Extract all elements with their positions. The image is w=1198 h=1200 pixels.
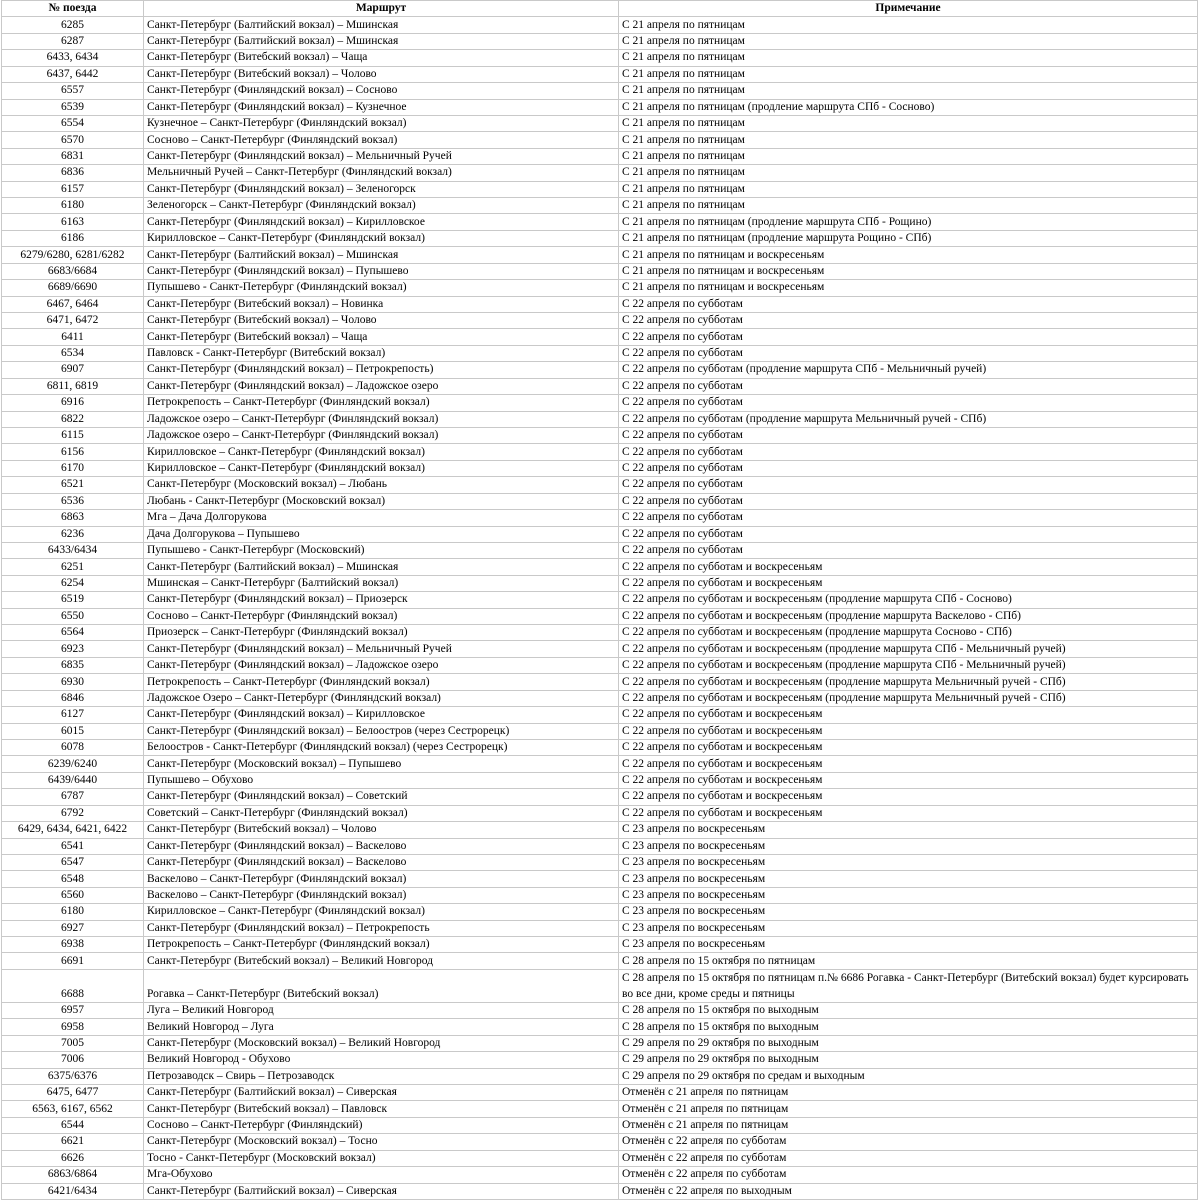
train-number-cell: 6550: [2, 608, 144, 624]
table-row: [2, 772, 1198, 788]
route-cell: Мга-Обухово: [144, 1167, 619, 1183]
route-cell: Мельничный Ручей – Санкт-Петербург (Финляндский вокзал): [144, 165, 619, 181]
table-row: [2, 165, 1198, 181]
table-row: [2, 83, 1198, 99]
train-number-cell: 6539: [2, 99, 144, 115]
table-row: [2, 953, 1198, 969]
note-cell: С 21 апреля по пятницам и воскресеньям: [619, 247, 1198, 263]
route-cell: Санкт-Петербург (Балтийский вокзал) – Мшинская: [144, 247, 619, 263]
train-number-cell: 6923: [2, 641, 144, 657]
train-number-cell: 6536: [2, 493, 144, 509]
train-number-cell: 6287: [2, 33, 144, 49]
table-row: [2, 510, 1198, 526]
train-number-cell: 6437, 6442: [2, 66, 144, 82]
train-number-cell: 6471, 6472: [2, 313, 144, 329]
train-number-cell: 6691: [2, 953, 144, 969]
note-cell: С 22 апреля по субботам: [619, 345, 1198, 361]
table-row: [2, 345, 1198, 361]
table-row: [2, 657, 1198, 673]
note-cell: С 22 апреля по субботам: [619, 313, 1198, 329]
train-number-cell: 6180: [2, 198, 144, 214]
table-row: [2, 1068, 1198, 1084]
note-cell: С 22 апреля по субботам и воскресеньям (продление маршрута СПб - Мельничный ручей): [619, 657, 1198, 673]
note-cell: С 22 апреля по субботам и воскресеньям: [619, 805, 1198, 821]
route-cell: Пупышево - Санкт-Петербург (Московский): [144, 542, 619, 558]
table-row: [2, 181, 1198, 197]
route-cell: Павловск - Санкт-Петербург (Витебский вокзал): [144, 345, 619, 361]
table-row: [2, 822, 1198, 838]
route-cell: Ладожское озеро – Санкт-Петербург (Финляндский вокзал): [144, 411, 619, 427]
route-cell: Санкт-Петербург (Балтийский вокзал) – Мшинская: [144, 33, 619, 49]
note-cell: С 21 апреля по пятницам: [619, 50, 1198, 66]
train-number-cell: 6683/6684: [2, 263, 144, 279]
table-row: [2, 575, 1198, 591]
train-number-cell: 6938: [2, 937, 144, 953]
table-row: [2, 887, 1198, 903]
route-cell: Санкт-Петербург (Витебский вокзал) – Чаща: [144, 50, 619, 66]
note-cell: Отменён с 22 апреля по субботам: [619, 1167, 1198, 1183]
note-cell: С 21 апреля по пятницам: [619, 181, 1198, 197]
route-cell: Кирилловское – Санкт-Петербург (Финляндский вокзал): [144, 230, 619, 246]
train-number-cell: 6534: [2, 345, 144, 361]
table-row: [2, 937, 1198, 953]
route-cell: Приозерск – Санкт-Петербург (Финляндский вокзал): [144, 625, 619, 641]
train-number-cell: 6544: [2, 1117, 144, 1133]
note-cell: С 22 апреля по субботам: [619, 427, 1198, 443]
table-row: [2, 1052, 1198, 1068]
route-cell: Санкт-Петербург (Финляндский вокзал) – Мельничный Ручей: [144, 148, 619, 164]
route-cell: Кузнечное – Санкт-Петербург (Финляндский вокзал): [144, 115, 619, 131]
train-number-cell: 6916: [2, 395, 144, 411]
table-row: [2, 871, 1198, 887]
train-number-cell: 6787: [2, 789, 144, 805]
train-number-cell: 6521: [2, 477, 144, 493]
table-row: [2, 690, 1198, 706]
note-cell: С 22 апреля по субботам: [619, 526, 1198, 542]
note-cell: С 29 апреля по 29 октября по средам и выходным: [619, 1068, 1198, 1084]
note-cell: Отменён с 21 апреля по пятницам: [619, 1085, 1198, 1101]
table-row: [2, 427, 1198, 443]
note-cell: С 21 апреля по пятницам: [619, 66, 1198, 82]
route-cell: Санкт-Петербург (Финляндский вокзал) – Ладожское озеро: [144, 657, 619, 673]
route-cell: Сосново – Санкт-Петербург (Финляндский): [144, 1117, 619, 1133]
table-row: [2, 904, 1198, 920]
train-number-cell: 6429, 6434, 6421, 6422: [2, 822, 144, 838]
table-row: [2, 1035, 1198, 1051]
table-row: [2, 411, 1198, 427]
note-cell: С 22 апреля по субботам и воскресеньям: [619, 707, 1198, 723]
train-number-cell: 6557: [2, 83, 144, 99]
note-cell: С 22 апреля по субботам и воскресеньям (продление маршрута Васкелово - СПб): [619, 608, 1198, 624]
table-row: [2, 263, 1198, 279]
route-cell: Ладожское озеро – Санкт-Петербург (Финляндский вокзал): [144, 427, 619, 443]
train-number-cell: 6554: [2, 115, 144, 131]
train-number-cell: 6156: [2, 444, 144, 460]
route-cell: Рогавка – Санкт-Петербург (Витебский вокзал): [144, 969, 619, 1002]
route-cell: Мга – Дача Долгорукова: [144, 510, 619, 526]
train-number-cell: 6254: [2, 575, 144, 591]
table-row: [2, 625, 1198, 641]
note-cell: С 22 апреля по субботам: [619, 329, 1198, 345]
route-cell: Петрокрепость – Санкт-Петербург (Финляндский вокзал): [144, 395, 619, 411]
table-row: [2, 132, 1198, 148]
note-cell: С 28 апреля по 15 октября по пятницам: [619, 953, 1198, 969]
note-cell: С 22 апреля по субботам: [619, 378, 1198, 394]
table-row: [2, 460, 1198, 476]
train-number-cell: 6957: [2, 1002, 144, 1018]
table-row: [2, 17, 1198, 33]
train-number-cell: 6433, 6434: [2, 50, 144, 66]
train-number-cell: 6846: [2, 690, 144, 706]
note-cell: С 22 апреля по субботам: [619, 493, 1198, 509]
route-cell: Тосно - Санкт-Петербург (Московский вокзал): [144, 1150, 619, 1166]
route-cell: Санкт-Петербург (Московский вокзал) – Тосно: [144, 1134, 619, 1150]
note-cell: Отменён с 21 апреля по пятницам: [619, 1117, 1198, 1133]
header-note: Примечание: [619, 1, 1198, 17]
train-number-cell: 6547: [2, 854, 144, 870]
table-row: [2, 33, 1198, 49]
train-number-cell: 6548: [2, 871, 144, 887]
route-cell: Санкт-Петербург (Финляндский вокзал) – Мельничный Ручей: [144, 641, 619, 657]
note-cell: С 21 апреля по пятницам: [619, 148, 1198, 164]
train-number-cell: 6541: [2, 838, 144, 854]
train-number-cell: 6421/6434: [2, 1183, 144, 1199]
note-cell: С 23 апреля по воскресеньям: [619, 887, 1198, 903]
note-cell: С 28 апреля по 15 октября по выходным: [619, 1002, 1198, 1018]
note-cell: С 22 апреля по субботам: [619, 542, 1198, 558]
table-row: [2, 542, 1198, 558]
route-cell: Пупышево – Обухово: [144, 772, 619, 788]
note-cell: С 22 апреля по субботам и воскресеньям: [619, 739, 1198, 755]
train-number-cell: 6689/6690: [2, 280, 144, 296]
route-cell: Санкт-Петербург (Финляндский вокзал) – Пупышево: [144, 263, 619, 279]
table-row: [2, 1134, 1198, 1150]
train-number-cell: 6157: [2, 181, 144, 197]
route-cell: Санкт-Петербург (Витебский вокзал) – Чолово: [144, 313, 619, 329]
header-route: Маршрут: [144, 1, 619, 17]
note-cell: С 29 апреля по 29 октября по выходным: [619, 1035, 1198, 1051]
note-cell: С 23 апреля по воскресеньям: [619, 838, 1198, 854]
route-cell: Дача Долгорукова – Пупышево: [144, 526, 619, 542]
note-cell: С 22 апреля по субботам и воскресеньям (продление маршрута Мельничный ручей - СПб): [619, 690, 1198, 706]
table-row: [2, 493, 1198, 509]
note-cell: Отменён с 22 апреля по выходным: [619, 1183, 1198, 1199]
table-row: [2, 1150, 1198, 1166]
note-cell: С 22 апреля по субботам: [619, 395, 1198, 411]
note-cell: С 22 апреля по субботам и воскресеньям: [619, 756, 1198, 772]
route-cell: Советский – Санкт-Петербург (Финляндский вокзал): [144, 805, 619, 821]
note-cell: С 21 апреля по пятницам: [619, 33, 1198, 49]
table-row: [2, 789, 1198, 805]
note-cell: С 22 апреля по субботам: [619, 477, 1198, 493]
note-cell: С 21 апреля по пятницам: [619, 165, 1198, 181]
table-row: [2, 362, 1198, 378]
note-cell: С 21 апреля по пятницам (продление маршрута Рощино - СПб): [619, 230, 1198, 246]
note-cell: С 22 апреля по субботам и воскресеньям: [619, 575, 1198, 591]
header-row: [2, 1, 1198, 17]
train-number-cell: 6835: [2, 657, 144, 673]
route-cell: Васкелово – Санкт-Петербург (Финляндский вокзал): [144, 887, 619, 903]
table-row: [2, 707, 1198, 723]
route-cell: Санкт-Петербург (Витебский вокзал) – Чаща: [144, 329, 619, 345]
note-cell: С 22 апреля по субботам (продление маршрута Мельничный ручей - СПб): [619, 411, 1198, 427]
note-cell: С 22 апреля по субботам и воскресеньям: [619, 789, 1198, 805]
train-number-cell: 6927: [2, 920, 144, 936]
route-cell: Санкт-Петербург (Финляндский вокзал) – Советский: [144, 789, 619, 805]
route-cell: Любань - Санкт-Петербург (Московский вокзал): [144, 493, 619, 509]
route-cell: Ладожское Озеро – Санкт-Петербург (Финляндский вокзал): [144, 690, 619, 706]
note-cell: Отменён с 22 апреля по субботам: [619, 1134, 1198, 1150]
note-cell: С 23 апреля по воскресеньям: [619, 854, 1198, 870]
note-cell: С 21 апреля по пятницам и воскресеньям: [619, 263, 1198, 279]
note-cell: С 22 апреля по субботам: [619, 296, 1198, 312]
route-cell: Сосново – Санкт-Петербург (Финляндский вокзал): [144, 132, 619, 148]
train-number-cell: 6236: [2, 526, 144, 542]
note-cell: С 22 апреля по субботам и воскресеньям (продление маршрута СПб - Сосново): [619, 592, 1198, 608]
note-cell: С 22 апреля по субботам: [619, 444, 1198, 460]
train-number-cell: 6439/6440: [2, 772, 144, 788]
train-number-cell: 6626: [2, 1150, 144, 1166]
train-number-cell: 6433/6434: [2, 542, 144, 558]
note-cell: С 23 апреля по воскресеньям: [619, 871, 1198, 887]
route-cell: Мшинская – Санкт-Петербург (Балтийский вокзал): [144, 575, 619, 591]
train-number-cell: 6279/6280, 6281/6282: [2, 247, 144, 263]
train-number-cell: 6285: [2, 17, 144, 33]
train-number-cell: 6519: [2, 592, 144, 608]
route-cell: Санкт-Петербург (Витебский вокзал) – Новинка: [144, 296, 619, 312]
train-number-cell: 6186: [2, 230, 144, 246]
train-number-cell: 6564: [2, 625, 144, 641]
train-number-cell: 6251: [2, 559, 144, 575]
train-number-cell: 6688: [2, 969, 144, 1002]
route-cell: Санкт-Петербург (Финляндский вокзал) – Васкелово: [144, 838, 619, 854]
note-cell: С 28 апреля по 15 октября по выходным: [619, 1019, 1198, 1035]
route-cell: Луга – Великий Новгород: [144, 1002, 619, 1018]
table-row: [2, 115, 1198, 131]
train-number-cell: 6078: [2, 739, 144, 755]
route-cell: Санкт-Петербург (Балтийский вокзал) – Мшинская: [144, 559, 619, 575]
train-number-cell: 6863/6864: [2, 1167, 144, 1183]
note-cell: С 22 апреля по субботам и воскресеньям (продление маршрута Сосново - СПб): [619, 625, 1198, 641]
note-cell: С 22 апреля по субботам (продление маршрута СПб - Мельничный ручей): [619, 362, 1198, 378]
note-cell: С 21 апреля по пятницам: [619, 198, 1198, 214]
train-number-cell: 7005: [2, 1035, 144, 1051]
table-row: [2, 280, 1198, 296]
route-cell: Зеленогорск – Санкт-Петербург (Финляндский вокзал): [144, 198, 619, 214]
table-row: [2, 592, 1198, 608]
table-row: [2, 444, 1198, 460]
table-row: [2, 920, 1198, 936]
route-cell: Санкт-Петербург (Финляндский вокзал) – Белоостров (через Сестрорецк): [144, 723, 619, 739]
table-row: [2, 756, 1198, 772]
table-row: [2, 838, 1198, 854]
route-cell: Санкт-Петербург (Финляндский вокзал) – Кирилловское: [144, 214, 619, 230]
note-cell: С 22 апреля по субботам и воскресеньям: [619, 772, 1198, 788]
note-cell: С 28 апреля по 15 октября по пятницам п.№ 6686 Рогавка - Санкт-Петербург (Витебский вокзал) будет курсировать во все дни, кроме среды и пятницы: [619, 969, 1198, 1002]
train-number-cell: 6239/6240: [2, 756, 144, 772]
note-cell: С 29 апреля по 29 октября по выходным: [619, 1052, 1198, 1068]
route-cell: Великий Новгород – Луга: [144, 1019, 619, 1035]
note-cell: С 23 апреля по воскресеньям: [619, 937, 1198, 953]
route-cell: Санкт-Петербург (Финляндский вокзал) – Петрокрепость): [144, 362, 619, 378]
route-cell: Санкт-Петербург (Балтийский вокзал) – Сиверская: [144, 1085, 619, 1101]
train-number-cell: 6475, 6477: [2, 1085, 144, 1101]
route-cell: Кирилловское – Санкт-Петербург (Финляндский вокзал): [144, 904, 619, 920]
note-cell: С 22 апреля по субботам и воскресеньям: [619, 723, 1198, 739]
note-cell: С 22 апреля по субботам и воскресеньям (продление маршрута СПб - Мельничный ручей): [619, 641, 1198, 657]
note-cell: С 22 апреля по субботам и воскресеньям (продление маршрута Мельничный ручей - СПб): [619, 674, 1198, 690]
train-number-cell: 6563, 6167, 6562: [2, 1101, 144, 1117]
table-row: [2, 378, 1198, 394]
table-row: [2, 674, 1198, 690]
route-cell: Санкт-Петербург (Московский вокзал) – Великий Новгород: [144, 1035, 619, 1051]
note-cell: С 21 апреля по пятницам: [619, 83, 1198, 99]
route-cell: Санкт-Петербург (Московский вокзал) – Пупышево: [144, 756, 619, 772]
train-number-cell: 6822: [2, 411, 144, 427]
table-row: [2, 247, 1198, 263]
train-number-cell: 6930: [2, 674, 144, 690]
route-cell: Санкт-Петербург (Витебский вокзал) – Великий Новгород: [144, 953, 619, 969]
train-number-cell: 6467, 6464: [2, 296, 144, 312]
table-row: [2, 477, 1198, 493]
route-cell: Петрокрепость – Санкт-Петербург (Финляндский вокзал): [144, 937, 619, 953]
train-number-cell: 6831: [2, 148, 144, 164]
route-cell: Санкт-Петербург (Балтийский вокзал) – Сиверская: [144, 1183, 619, 1199]
table-row: [2, 805, 1198, 821]
note-cell: С 23 апреля по воскресеньям: [619, 904, 1198, 920]
table-row: [2, 723, 1198, 739]
table-row: [2, 608, 1198, 624]
table-row: [2, 395, 1198, 411]
train-number-cell: 6015: [2, 723, 144, 739]
train-number-cell: 6163: [2, 214, 144, 230]
table-row: [2, 313, 1198, 329]
train-number-cell: 6621: [2, 1134, 144, 1150]
route-cell: Санкт-Петербург (Финляндский вокзал) – Сосново: [144, 83, 619, 99]
train-number-cell: 7006: [2, 1052, 144, 1068]
note-cell: С 22 апреля по субботам: [619, 460, 1198, 476]
train-number-cell: 6560: [2, 887, 144, 903]
table-row: [2, 1101, 1198, 1117]
table-row: [2, 854, 1198, 870]
train-number-cell: 6811, 6819: [2, 378, 144, 394]
table-body: [2, 17, 1198, 1200]
note-cell: С 21 апреля по пятницам (продление маршрута СПб - Сосново): [619, 99, 1198, 115]
note-cell: С 21 апреля по пятницам (продление маршрута СПб - Рощино): [619, 214, 1198, 230]
train-number-cell: 6836: [2, 165, 144, 181]
route-cell: Санкт-Петербург (Финляндский вокзал) – Кирилловское: [144, 707, 619, 723]
train-number-cell: 6115: [2, 427, 144, 443]
route-cell: Санкт-Петербург (Балтийский вокзал) – Мшинская: [144, 17, 619, 33]
note-cell: С 23 апреля по воскресеньям: [619, 920, 1198, 936]
table-row: [2, 1019, 1198, 1035]
table-row: [2, 66, 1198, 82]
table-row: [2, 969, 1198, 1002]
schedule-table: [1, 0, 1198, 1200]
route-cell: Петрозаводск – Свирь – Петрозаводск: [144, 1068, 619, 1084]
note-cell: С 22 апреля по субботам и воскресеньям: [619, 559, 1198, 575]
route-cell: Кирилловское – Санкт-Петербург (Финляндский вокзал): [144, 444, 619, 460]
route-cell: Великий Новгород - Обухово: [144, 1052, 619, 1068]
table-row: [2, 329, 1198, 345]
route-cell: Санкт-Петербург (Финляндский вокзал) – Зеленогорск: [144, 181, 619, 197]
route-cell: Петрокрепость – Санкт-Петербург (Финляндский вокзал): [144, 674, 619, 690]
route-cell: Белоостров - Санкт-Петербург (Финляндский вокзал) (через Сестрорецк): [144, 739, 619, 755]
route-cell: Санкт-Петербург (Финляндский вокзал) – Ладожское озеро: [144, 378, 619, 394]
route-cell: Санкт-Петербург (Витебский вокзал) – Павловск: [144, 1101, 619, 1117]
note-cell: С 21 апреля по пятницам: [619, 17, 1198, 33]
train-number-cell: 6863: [2, 510, 144, 526]
train-number-cell: 6180: [2, 904, 144, 920]
train-number-cell: 6570: [2, 132, 144, 148]
table-row: [2, 1117, 1198, 1133]
table-row: [2, 230, 1198, 246]
train-number-cell: 6127: [2, 707, 144, 723]
train-number-cell: 6170: [2, 460, 144, 476]
table-row: [2, 214, 1198, 230]
train-number-cell: 6792: [2, 805, 144, 821]
header-train-number: № поезда: [2, 1, 144, 17]
table-row: [2, 739, 1198, 755]
route-cell: Санкт-Петербург (Финляндский вокзал) – Кузнечное: [144, 99, 619, 115]
table-row: [2, 559, 1198, 575]
note-cell: С 23 апреля по воскресеньям: [619, 822, 1198, 838]
route-cell: Васкелово – Санкт-Петербург (Финляндский вокзал): [144, 871, 619, 887]
route-cell: Санкт-Петербург (Витебский вокзал) – Чолово: [144, 822, 619, 838]
note-cell: Отменён с 22 апреля по субботам: [619, 1150, 1198, 1166]
note-cell: С 21 апреля по пятницам: [619, 115, 1198, 131]
note-cell: Отменён с 21 апреля по пятницам: [619, 1101, 1198, 1117]
route-cell: Санкт-Петербург (Финляндский вокзал) – Васкелово: [144, 854, 619, 870]
note-cell: С 21 апреля по пятницам: [619, 132, 1198, 148]
table-row: [2, 1002, 1198, 1018]
train-number-cell: 6375/6376: [2, 1068, 144, 1084]
train-number-cell: 6958: [2, 1019, 144, 1035]
route-cell: Кирилловское – Санкт-Петербург (Финляндский вокзал): [144, 460, 619, 476]
route-cell: Сосново – Санкт-Петербург (Финляндский вокзал): [144, 608, 619, 624]
table-row: [2, 1167, 1198, 1183]
note-cell: С 21 апреля по пятницам и воскресеньям: [619, 280, 1198, 296]
route-cell: Санкт-Петербург (Витебский вокзал) – Чолово: [144, 66, 619, 82]
table-row: [2, 198, 1198, 214]
route-cell: Санкт-Петербург (Финляндский вокзал) – Петрокрепость: [144, 920, 619, 936]
table-row: [2, 99, 1198, 115]
table-row: [2, 1085, 1198, 1101]
table-row: [2, 526, 1198, 542]
table-row: [2, 641, 1198, 657]
note-cell: С 22 апреля по субботам: [619, 510, 1198, 526]
table-row: [2, 50, 1198, 66]
table-row: [2, 1183, 1198, 1199]
route-cell: Пупышево - Санкт-Петербург (Финляндский вокзал): [144, 280, 619, 296]
train-number-cell: 6411: [2, 329, 144, 345]
table-row: [2, 296, 1198, 312]
train-number-cell: 6907: [2, 362, 144, 378]
route-cell: Санкт-Петербург (Московский вокзал) – Любань: [144, 477, 619, 493]
table-row: [2, 148, 1198, 164]
route-cell: Санкт-Петербург (Финляндский вокзал) – Приозерск: [144, 592, 619, 608]
